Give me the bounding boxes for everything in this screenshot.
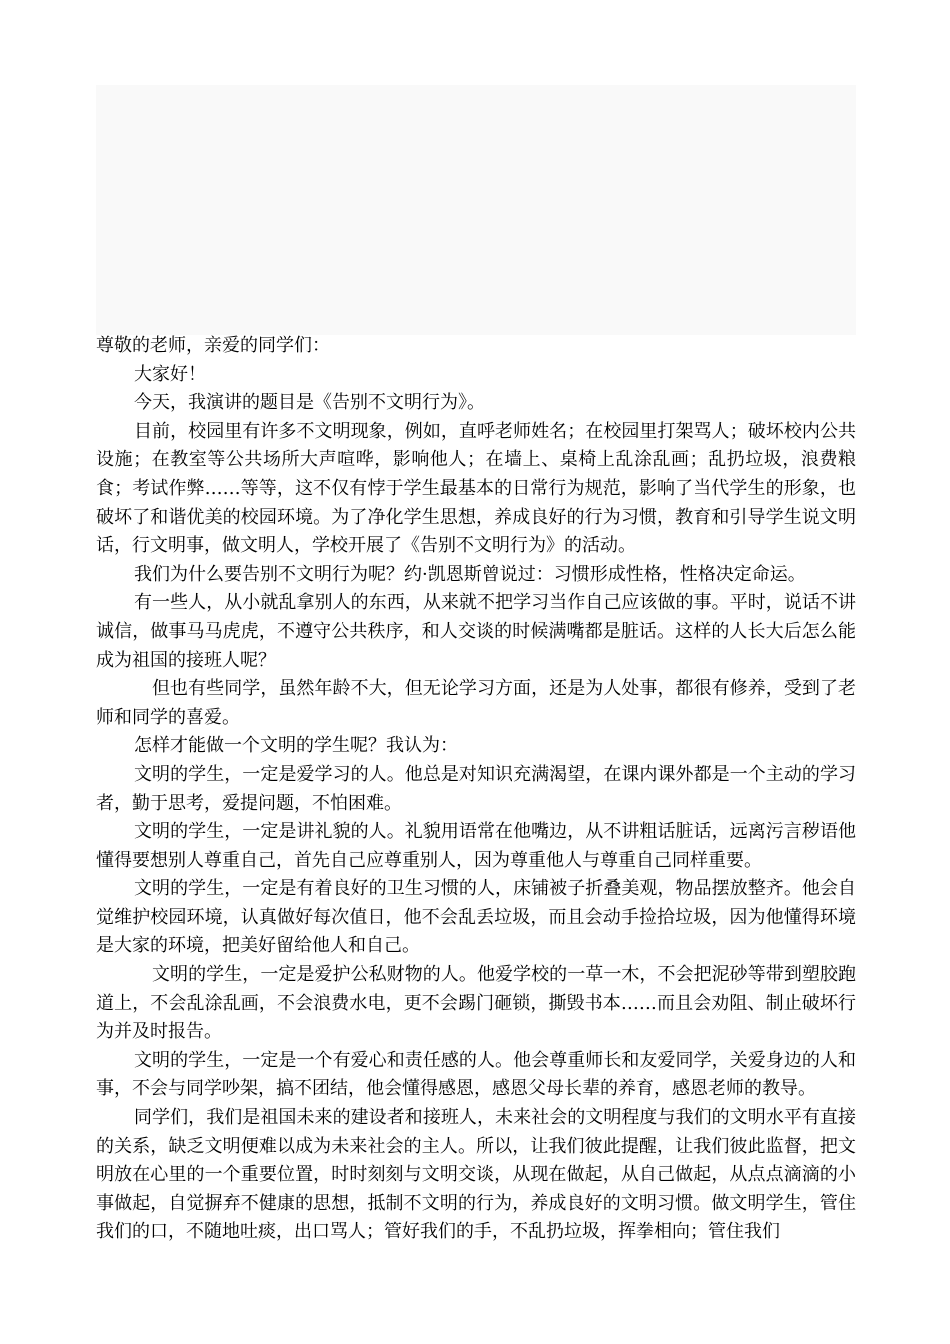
- paragraph-love-learning: 文明的学生，一定是爱学习的人。他总是对知识充满渴望，在课内课外都是一个主动的学习者，勤于思考，爱提问题，不怕困难。: [96, 763, 856, 814]
- salutation: 尊敬的老师，亲爱的同学们：: [96, 335, 330, 356]
- paragraph-why: 我们为什么要告别不文明行为呢？约·凯恩斯曾说过：习惯形成性格，性格决定命运。: [134, 563, 806, 585]
- paragraph-protect-property: 文明的学生，一定是爱护公私财物的人。他爱学校的一草一木，不会把泥砂等带到塑胶跑道上，不会乱涂乱画，不会浪费水电，更不会踢门砸锁，撕毁书本……而且会劝阻、制止破坏行为并及时报告。: [96, 964, 856, 1043]
- paragraph-current-situation: 目前，校园里有许多不文明现象，例如，直呼老师姓名；在校园里打架骂人；破坏校内公共设施；在教室等公共场所大声喧哗，影响他人；在墙上、桌椅上乱涂乱画；乱扔垃圾，浪费粮食；考试作弊……等等，这不仅有悖于学生最基本的日常行为规范，影响了当代学生的形象，也破坏了和谐优美的校园环境。为了净化学生思想，养成良好的行为习惯，教育和引导学生说文明话，行文明事，做文明人，学校开展了《告别不文明行为》的活动。: [96, 420, 856, 557]
- paragraph-good-example: 但也有些同学，虽然年龄不大，但无论学习方面，还是为人处事，都很有修养，受到了老师和同学的喜爱。: [96, 678, 856, 728]
- speech-document: [96, 332, 856, 1247]
- topic-paragraph: 今天，我演讲的题目是《告别不文明行为》。: [134, 392, 485, 414]
- paragraph-how: 怎样才能做一个文明的学生呢？我认为：: [134, 735, 458, 757]
- greeting-paragraph: 大家好！: [134, 363, 206, 385]
- paragraph-conclusion: 同学们，我们是祖国未来的建设者和接班人，未来社会的文明程度与我们的文明水平有直接的关系，缺乏文明便难以成为未来社会的主人。所以，让我们彼此提醒，让我们彼此监督，把文明放在心里的一个重要位置，时时刻刻与文明交谈，从现在做起，从自己做起，从点点滴滴的小事做起，自觉摒弃不健康的思想，抵制不文明的行为，养成良好的文明习惯。做文明学生，管住我们的口，不随地吐痰，出口骂人；管好我们的手，不乱扔垃圾，挥拳相向；管住我们: [96, 1107, 856, 1243]
- paragraph-responsibility: 文明的学生，一定是一个有爱心和责任感的人。他会尊重师长和友爱同学，关爱身边的人和事，不会与同学吵架，搞不团结，他会懂得感恩，感恩父母长辈的养育，感恩老师的教导。: [96, 1049, 856, 1100]
- paragraph-hygiene: 文明的学生，一定是有着良好的卫生习惯的人，床铺被子折叠美观，物品摆放整齐。他会自觉维护校园环境，认真做好每次值日，他不会乱丢垃圾，而且会动手捡拾垃圾，因为他懂得环境是大家的环境，把美好留给他人和自己。: [96, 878, 856, 957]
- paragraph-bad-example: 有一些人，从小就乱拿别人的东西，从来就不把学习当作自己应该做的事。平时，说话不讲诚信，做事马马虎虎，不遵守公共秩序，和人交谈的时候满嘴都是脏话。这样的人长大后怎么能成为祖国的接班人呢？: [96, 592, 856, 671]
- blank-header-area: [96, 85, 856, 335]
- paragraph-politeness: 文明的学生，一定是讲礼貌的人。礼貌用语常在他嘴边，从不讲粗话脏话，远离污言秽语他懂得要想别人尊重自己，首先自己应尊重别人，因为尊重他人与尊重自己同样重要。: [96, 821, 856, 871]
